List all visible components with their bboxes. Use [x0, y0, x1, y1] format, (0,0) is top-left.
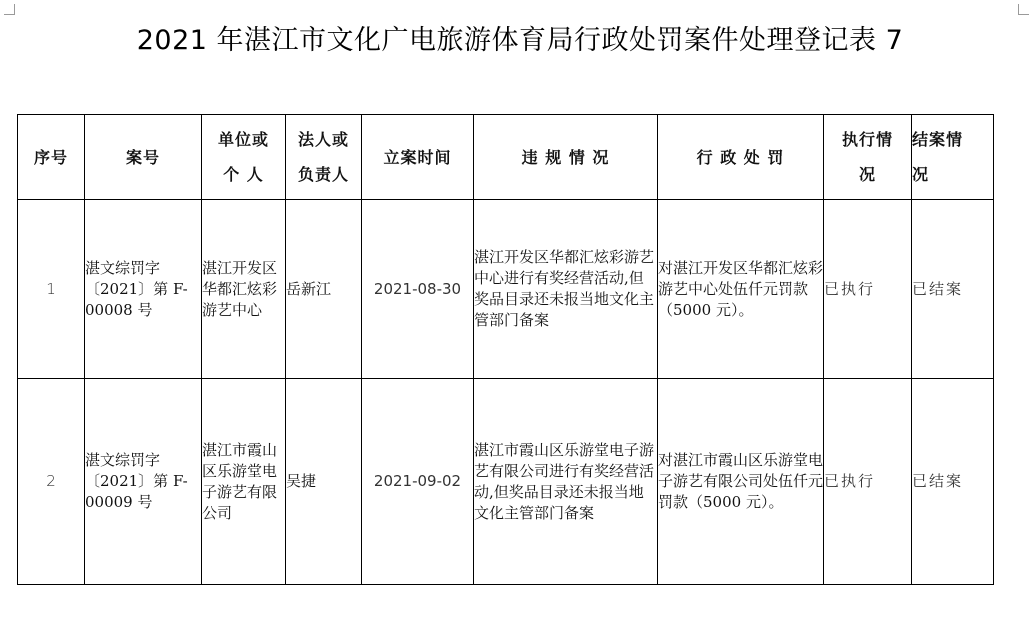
row-execution-status: 已执行 — [824, 200, 912, 379]
page-corner-mark-left — [4, 4, 15, 15]
header-violation: 违 规 情 况 — [474, 115, 658, 200]
page-title: 2021 年湛江市文化广电旅游体育局行政处罚案件处理登记表 7 — [136, 25, 904, 56]
header-closing-line1: 结案情 — [912, 130, 964, 149]
header-person — [286, 115, 362, 200]
header-case-no: 案号 — [85, 115, 202, 200]
row-closing-status: 已结案 — [912, 379, 994, 585]
header-execution-line1: 执行情 — [841, 130, 893, 149]
header-unit — [202, 115, 286, 200]
header-unit-line2: 个 人 — [223, 165, 264, 184]
header-execution — [824, 115, 912, 200]
header-closing — [912, 115, 994, 200]
header-filing-time: 立案时间 — [362, 115, 474, 200]
row-filing-time: 2021-08-30 — [362, 200, 474, 379]
row-violation: 湛江市霞山区乐游堂电子游艺有限公司进行有奖经营活动,但奖品目录还未报当地文化主管部门备案 — [474, 379, 658, 585]
row-person: 吴捷 — [286, 379, 362, 585]
row-closing-status: 已结案 — [912, 200, 994, 379]
header-person-line1: 法人或 — [297, 130, 349, 149]
row-unit: 湛江市霞山区乐游堂电子游艺有限公司 — [202, 379, 286, 585]
table-header-row — [18, 115, 994, 200]
row-violation: 湛江开发区华都汇炫彩游艺中心进行有奖经营活动,但奖品目录还未报当地文化主管部门备案 — [474, 200, 658, 379]
penalty-register-table — [17, 114, 994, 585]
header-execution-line2: 况 — [858, 165, 876, 184]
header-unit-line1: 单位或 — [217, 130, 269, 149]
row-execution-status: 已执行 — [824, 379, 912, 585]
row-penalty: 对湛江市霞山区乐游堂电子游艺有限公司处伍仟元罚款（5000 元）。 — [658, 379, 824, 585]
header-penalty: 行 政 处 罚 — [658, 115, 824, 200]
row-filing-time: 2021-09-02 — [362, 379, 474, 585]
page-corner-mark-right — [1018, 4, 1029, 15]
row-case-no: 湛文综罚字〔2021〕第 F-00008 号 — [85, 200, 202, 379]
header-person-line2: 负责人 — [297, 165, 349, 184]
row-penalty: 对湛江开发区华都汇炫彩游艺中心处伍仟元罚款（5000 元）。 — [658, 200, 824, 379]
header-closing-line2: 况 — [912, 165, 930, 184]
row-person: 岳新江 — [286, 200, 362, 379]
row-unit: 湛江开发区华都汇炫彩游艺中心 — [202, 200, 286, 379]
header-seq: 序号 — [18, 115, 85, 200]
table-row — [18, 200, 994, 379]
table-row — [18, 379, 994, 585]
row-seq: 2 — [18, 379, 85, 585]
row-seq: 1 — [18, 200, 85, 379]
row-case-no: 湛文综罚字〔2021〕第 F-00009 号 — [85, 379, 202, 585]
